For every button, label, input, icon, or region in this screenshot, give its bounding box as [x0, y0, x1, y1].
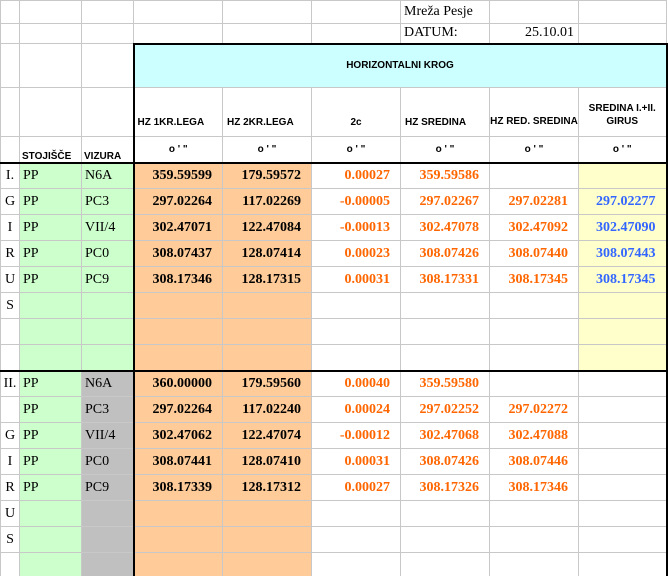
- hz-red-cell[interactable]: 308.17345: [490, 267, 579, 293]
- hz2-cell[interactable]: [223, 345, 312, 371]
- girus-letter[interactable]: I: [1, 215, 20, 241]
- station-cell[interactable]: PP: [20, 189, 82, 215]
- girus-roman-1[interactable]: I.: [1, 163, 20, 189]
- c2-cell[interactable]: [312, 293, 401, 319]
- hz2-cell[interactable]: 117.02269: [223, 189, 312, 215]
- hz-red-cell[interactable]: [490, 163, 579, 189]
- cell[interactable]: [223, 24, 312, 44]
- unit-hz-red[interactable]: o ' ": [490, 137, 579, 163]
- vizura-cell[interactable]: VII/4: [82, 215, 134, 241]
- hz2-cell[interactable]: 128.07410: [223, 449, 312, 475]
- hz-sredina-cell[interactable]: 297.02267: [401, 189, 490, 215]
- c2-cell[interactable]: -0.00012: [312, 423, 401, 449]
- hz2-cell[interactable]: 128.17312: [223, 475, 312, 501]
- hz-sredina-cell[interactable]: [401, 501, 490, 527]
- sredina-cell[interactable]: [579, 475, 667, 501]
- vizura-cell[interactable]: [82, 293, 134, 319]
- unit-hz2[interactable]: o ' ": [223, 137, 312, 163]
- station-cell[interactable]: PP: [20, 475, 82, 501]
- sredina-cell[interactable]: [579, 423, 667, 449]
- hz-sredina-cell[interactable]: [401, 293, 490, 319]
- vizura-cell[interactable]: [82, 345, 134, 371]
- hz-red-cell[interactable]: [490, 319, 579, 345]
- hz-sredina-cell[interactable]: 359.59580: [401, 371, 490, 397]
- unit-hz1[interactable]: o ' ": [134, 137, 223, 163]
- sredina-cell[interactable]: 297.02277: [579, 189, 667, 215]
- girus-letter[interactable]: I: [1, 449, 20, 475]
- girus-letter[interactable]: U: [1, 267, 20, 293]
- sredina-cell[interactable]: [579, 163, 667, 189]
- c2-cell[interactable]: [312, 501, 401, 527]
- station-cell[interactable]: [20, 553, 82, 576]
- hz-sredina-cell[interactable]: 302.47078: [401, 215, 490, 241]
- c2-cell[interactable]: 0.00040: [312, 371, 401, 397]
- station-cell[interactable]: PP: [20, 163, 82, 189]
- col-header-stojisce[interactable]: STOJIŠČE: [20, 137, 82, 163]
- hz1-cell[interactable]: 302.47071: [134, 215, 223, 241]
- station-cell[interactable]: PP: [20, 215, 82, 241]
- cell[interactable]: [1, 88, 20, 137]
- sredina-cell[interactable]: [579, 553, 667, 576]
- hz-red-cell[interactable]: [490, 371, 579, 397]
- col-header-hz1[interactable]: HZ 1KR.LEGA: [134, 88, 223, 137]
- girus-letter[interactable]: G: [1, 423, 20, 449]
- c2-cell[interactable]: [312, 527, 401, 553]
- sredina-cell[interactable]: 308.17345: [579, 267, 667, 293]
- station-cell[interactable]: PP: [20, 241, 82, 267]
- hz-red-cell[interactable]: [490, 553, 579, 576]
- cell[interactable]: [1, 44, 20, 88]
- station-cell[interactable]: [20, 527, 82, 553]
- c2-cell[interactable]: 0.00031: [312, 267, 401, 293]
- hz-red-cell[interactable]: 308.07446: [490, 449, 579, 475]
- hz-red-cell[interactable]: 297.02272: [490, 397, 579, 423]
- vizura-cell[interactable]: [82, 319, 134, 345]
- hz2-cell[interactable]: 179.59560: [223, 371, 312, 397]
- cell[interactable]: [134, 1, 223, 24]
- col-header-hz2[interactable]: HZ 2KR.LEGA: [223, 88, 312, 137]
- cell[interactable]: [1, 397, 20, 423]
- cell[interactable]: [579, 1, 667, 24]
- cell[interactable]: [1, 24, 20, 44]
- cell[interactable]: [312, 24, 401, 44]
- c2-cell[interactable]: 0.00027: [312, 163, 401, 189]
- girus-letter[interactable]: R: [1, 241, 20, 267]
- station-cell[interactable]: [20, 319, 82, 345]
- c2-cell[interactable]: -0.00005: [312, 189, 401, 215]
- hz-sredina-cell[interactable]: 308.17331: [401, 267, 490, 293]
- cell[interactable]: [20, 88, 82, 137]
- sredina-cell[interactable]: [579, 319, 667, 345]
- sredina-cell[interactable]: [579, 371, 667, 397]
- hz-sredina-cell[interactable]: 308.07426: [401, 449, 490, 475]
- hz1-cell[interactable]: 308.17346: [134, 267, 223, 293]
- hz-red-cell[interactable]: [490, 527, 579, 553]
- hz-sredina-cell[interactable]: 302.47068: [401, 423, 490, 449]
- sredina-cell[interactable]: 302.47090: [579, 215, 667, 241]
- hz1-cell[interactable]: [134, 553, 223, 576]
- col-header-vizura[interactable]: VIZURA: [82, 137, 134, 163]
- vizura-cell[interactable]: [82, 527, 134, 553]
- station-cell[interactable]: PP: [20, 449, 82, 475]
- cell[interactable]: [20, 44, 82, 88]
- sredina-cell[interactable]: 308.07443: [579, 241, 667, 267]
- hz-sredina-cell[interactable]: 308.17326: [401, 475, 490, 501]
- cell[interactable]: [579, 24, 667, 44]
- cell[interactable]: [82, 88, 134, 137]
- unit-sredina[interactable]: o ' ": [579, 137, 667, 163]
- col-header-hz-red-text: HZ RED. SREDINA: [490, 116, 578, 127]
- section-title[interactable]: HORIZONTALNI KROG: [134, 44, 667, 88]
- hz-sredina-cell[interactable]: [401, 553, 490, 576]
- vizura-cell[interactable]: N6A: [82, 371, 134, 397]
- cell[interactable]: [1, 553, 20, 576]
- c2-cell[interactable]: -0.00013: [312, 215, 401, 241]
- hz-red-cell[interactable]: 297.02281: [490, 189, 579, 215]
- c2-cell[interactable]: 0.00031: [312, 449, 401, 475]
- vizura-cell[interactable]: [82, 553, 134, 576]
- date-value[interactable]: 25.10.01: [490, 24, 579, 44]
- unit-2c[interactable]: o ' ": [312, 137, 401, 163]
- hz-red-cell[interactable]: 308.17346: [490, 475, 579, 501]
- hz1-cell[interactable]: 308.07437: [134, 241, 223, 267]
- hz2-cell[interactable]: 128.17315: [223, 267, 312, 293]
- hz-red-cell[interactable]: 302.47092: [490, 215, 579, 241]
- girus-letter[interactable]: S: [1, 293, 20, 319]
- col-header-hz-red[interactable]: [490, 88, 579, 137]
- vizura-cell[interactable]: [82, 501, 134, 527]
- c2-cell[interactable]: 0.00023: [312, 241, 401, 267]
- c2-cell[interactable]: [312, 345, 401, 371]
- network-name[interactable]: Mreža Pesje: [401, 1, 490, 24]
- hz1-cell[interactable]: 302.47062: [134, 423, 223, 449]
- hz1-cell[interactable]: [134, 319, 223, 345]
- col-header-sredina-text: SREDINA I.+II. GIRUS: [588, 103, 656, 127]
- unit-hz-sredina[interactable]: o ' ": [401, 137, 490, 163]
- hz-sredina-cell[interactable]: [401, 345, 490, 371]
- vizura-cell[interactable]: PC3: [82, 397, 134, 423]
- hz-red-cell[interactable]: 302.47088: [490, 423, 579, 449]
- girus-letter[interactable]: S: [1, 527, 20, 553]
- hz-sredina-cell[interactable]: [401, 527, 490, 553]
- hz-sredina-cell[interactable]: [401, 319, 490, 345]
- sredina-cell[interactable]: [579, 293, 667, 319]
- hz1-cell[interactable]: 308.07441: [134, 449, 223, 475]
- hz1-cell[interactable]: 308.17339: [134, 475, 223, 501]
- vizura-cell[interactable]: PC0: [82, 449, 134, 475]
- vizura-cell[interactable]: VII/4: [82, 423, 134, 449]
- station-cell[interactable]: PP: [20, 397, 82, 423]
- col-header-hz-sredina[interactable]: HZ SREDINA: [401, 88, 490, 137]
- date-label[interactable]: DATUM:: [401, 24, 490, 44]
- hz1-cell[interactable]: 297.02264: [134, 189, 223, 215]
- hz1-cell[interactable]: [134, 527, 223, 553]
- c2-cell[interactable]: [312, 319, 401, 345]
- hz-red-cell[interactable]: [490, 501, 579, 527]
- cell[interactable]: [82, 44, 134, 88]
- girus-roman-2[interactable]: II.: [1, 371, 20, 397]
- sredina-cell[interactable]: [579, 501, 667, 527]
- hz2-cell[interactable]: [223, 501, 312, 527]
- hz1-cell[interactable]: 360.00000: [134, 371, 223, 397]
- hz2-cell[interactable]: 179.59572: [223, 163, 312, 189]
- hz2-cell[interactable]: 122.47074: [223, 423, 312, 449]
- sredina-cell[interactable]: [579, 449, 667, 475]
- vizura-cell[interactable]: PC9: [82, 475, 134, 501]
- hz2-cell[interactable]: 128.07414: [223, 241, 312, 267]
- cell[interactable]: [312, 1, 401, 24]
- hz-sredina-cell[interactable]: 359.59586: [401, 163, 490, 189]
- girus-letter[interactable]: G: [1, 189, 20, 215]
- c2-cell[interactable]: 0.00024: [312, 397, 401, 423]
- hz1-cell[interactable]: 297.02264: [134, 397, 223, 423]
- hz1-cell[interactable]: 359.59599: [134, 163, 223, 189]
- station-cell[interactable]: [20, 501, 82, 527]
- hz2-cell[interactable]: [223, 319, 312, 345]
- hz-sredina-cell[interactable]: 297.02252: [401, 397, 490, 423]
- col-header-2c[interactable]: 2c: [312, 88, 401, 137]
- hz2-cell[interactable]: 122.47084: [223, 215, 312, 241]
- c2-cell[interactable]: [312, 553, 401, 576]
- hz-red-cell[interactable]: 308.07440: [490, 241, 579, 267]
- girus-letter[interactable]: U: [1, 501, 20, 527]
- col-header-sredina[interactable]: [579, 88, 667, 137]
- station-cell[interactable]: [20, 293, 82, 319]
- hz-red-cell[interactable]: [490, 345, 579, 371]
- cell[interactable]: [1, 1, 20, 24]
- cell[interactable]: [134, 24, 223, 44]
- cell[interactable]: [1, 137, 20, 163]
- station-cell[interactable]: PP: [20, 423, 82, 449]
- sredina-cell[interactable]: [579, 397, 667, 423]
- station-cell[interactable]: PP: [20, 371, 82, 397]
- hz1-cell[interactable]: [134, 293, 223, 319]
- hz2-cell[interactable]: [223, 293, 312, 319]
- hz1-cell[interactable]: [134, 501, 223, 527]
- c2-cell[interactable]: 0.00027: [312, 475, 401, 501]
- hz2-cell[interactable]: [223, 527, 312, 553]
- hz-red-cell[interactable]: [490, 293, 579, 319]
- sredina-cell[interactable]: [579, 345, 667, 371]
- cell[interactable]: [82, 1, 134, 24]
- cell[interactable]: [490, 1, 579, 24]
- hz1-cell[interactable]: [134, 345, 223, 371]
- vizura-cell[interactable]: PC9: [82, 267, 134, 293]
- vizura-cell[interactable]: N6A: [82, 163, 134, 189]
- hz2-cell[interactable]: [223, 553, 312, 576]
- hz-sredina-cell[interactable]: 308.07426: [401, 241, 490, 267]
- cell[interactable]: [1, 319, 20, 345]
- cell[interactable]: [20, 24, 82, 44]
- station-cell[interactable]: [20, 345, 82, 371]
- cell[interactable]: [20, 1, 82, 24]
- cell[interactable]: [223, 1, 312, 24]
- cell[interactable]: [82, 24, 134, 44]
- vizura-cell[interactable]: PC3: [82, 189, 134, 215]
- girus-letter[interactable]: R: [1, 475, 20, 501]
- vizura-cell[interactable]: PC0: [82, 241, 134, 267]
- cell[interactable]: [1, 345, 20, 371]
- hz2-cell[interactable]: 117.02240: [223, 397, 312, 423]
- sredina-cell[interactable]: [579, 527, 667, 553]
- station-cell[interactable]: PP: [20, 267, 82, 293]
